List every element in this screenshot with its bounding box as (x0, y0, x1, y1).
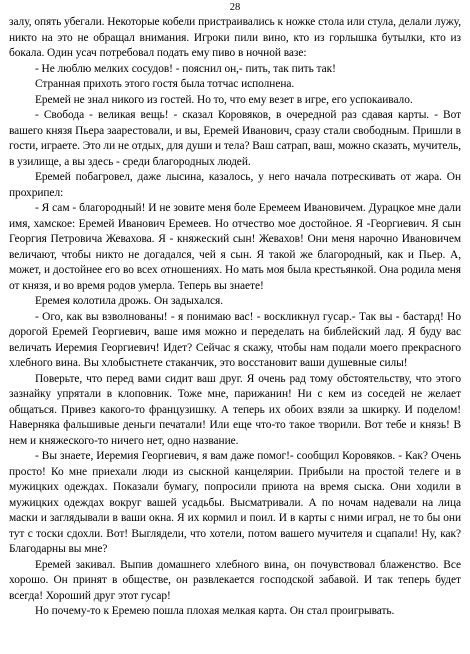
paragraph: Поверьте, что перед вами сидит ваш друг. Я очень рад тому обстоятельству, что этого зазнайку упрятали в клоповник. Тоже мне, парижанин! Ни с кем из соседей не желает общаться. Привез какого-то французишку. А теперь их обоих взяли за шкирку. И поделом! Наверняка фальшивые деньги печатали! Или еще что-то такое творили. Вот тебе и князь! В нем и княжеского-то ничего нет, одно название. (9, 372, 461, 447)
paragraph: - Вы знаете, Иеремия Георгиевич, я вам даже помог!- сообщил Коровяков. - Как? Очень просто! Ко мне приехали люди из сыскной канцелярии. Прибыли на простой телеге и в мужицких одеждах. Показали бумагу, попросили приюта на время сыска. Они ходили в мужицких одеждах вокруг вашей усадьбы. Высматривали. А по ночам надевали на лица маски и заглядывали в ваши окна. Я их кормил и поил. И в карты с ними играл, не то бы они тут с тоски сдохли. Вот! Выглядели, что хотели, потом вашего мучителя и сцапали! Ну, как? Благодарны вы мне? (9, 450, 461, 555)
paragraph: Но почему-то к Еремею пошла плохая мелкая карта. Он стал проигрывать. (35, 605, 395, 617)
paragraph: - Ого, как вы взволнованы! - я понимаю вас! - воскликнул гусар.- Так вы - бастард! Но дорогой Еремей Георгиевич, ваше имя можно и переделать на библейский лад. Я буду вас величать Иеремия Георгиевич! Идет? Сейчас я скажу, чтобы нам подали моего прекрасного хлебного вина. Вы хлобыстнете стаканчик, это восстановит ваши душевные силы! (9, 310, 461, 369)
paragraph: Еремей побагровел, даже лысина, казалось, у него начала потрескивать от жара. Он прохрипел: (9, 171, 461, 199)
paragraph: залу, опять убегали. Некоторые кобели пристраивались к ножке стола или стула, делали лужу, никто на это не обращал внимания. Игроки пили вино, кто из горлышка бутылки, кто из бокала. Один усач потребовал подать ему пиво в ночной вазе: (9, 16, 461, 59)
paragraph: - Свобода - великая вещь! - сказал Коровяков, в очередной раз сдавая карты. - Вот вашего князя Пьера заарестовали, и вы, Еремей Иванович, сразу стали свободным. Пришли в гости, играете. Это ли не отдых, для души и тела? Ваш сатрап, ваш, можно сказать, мучитель, в узилище, а вы здесь - среди благородных людей. (9, 109, 461, 168)
paragraph: - Не люблю мелких сосудов! - пояснил он,- пить, так пить так! (35, 62, 336, 75)
paragraph: Еремей закивал. Выпив домашнего хлебного вина, он почувствовал блаженство. Все хорошо. Он принят в обществе, он развлекается господской забавой. И так теперь будет всегда! Хороший друг этот гусар! (9, 558, 461, 602)
paragraph: Странная прихоть этого гостя была тотчас исполнена. (35, 78, 295, 90)
paragraph: - Я сам - благородный! И не зовите меня боле Еремеем Ивановичем. Дурацкое мне дали имя, хамское: Еремей Иванович Еремеев. Но отчество мое достойное. Я -Георгиевич. Я сын Георгия Петровича Жевахова. Я - княжеский сын! Жевахов! Они меня нарочно Ивановичем величают, чтобы никто не догадался, чей я сын. Я такой же благородный, как и Пьер. А, может, и достойнее его во всех отношениях. Но мать моя была крестьянкой. Она родила меня от князя, и во время родов умерла. Теперь вы знаете! (9, 202, 461, 292)
page-number: 28 (229, 2, 241, 13)
paragraph: Еремей не знал никого из гостей. Но то, что ему везет в игре, его успокаивало. (35, 93, 413, 106)
paragraph: Еремея колотила дрожь. Он задыхался. (35, 295, 224, 307)
